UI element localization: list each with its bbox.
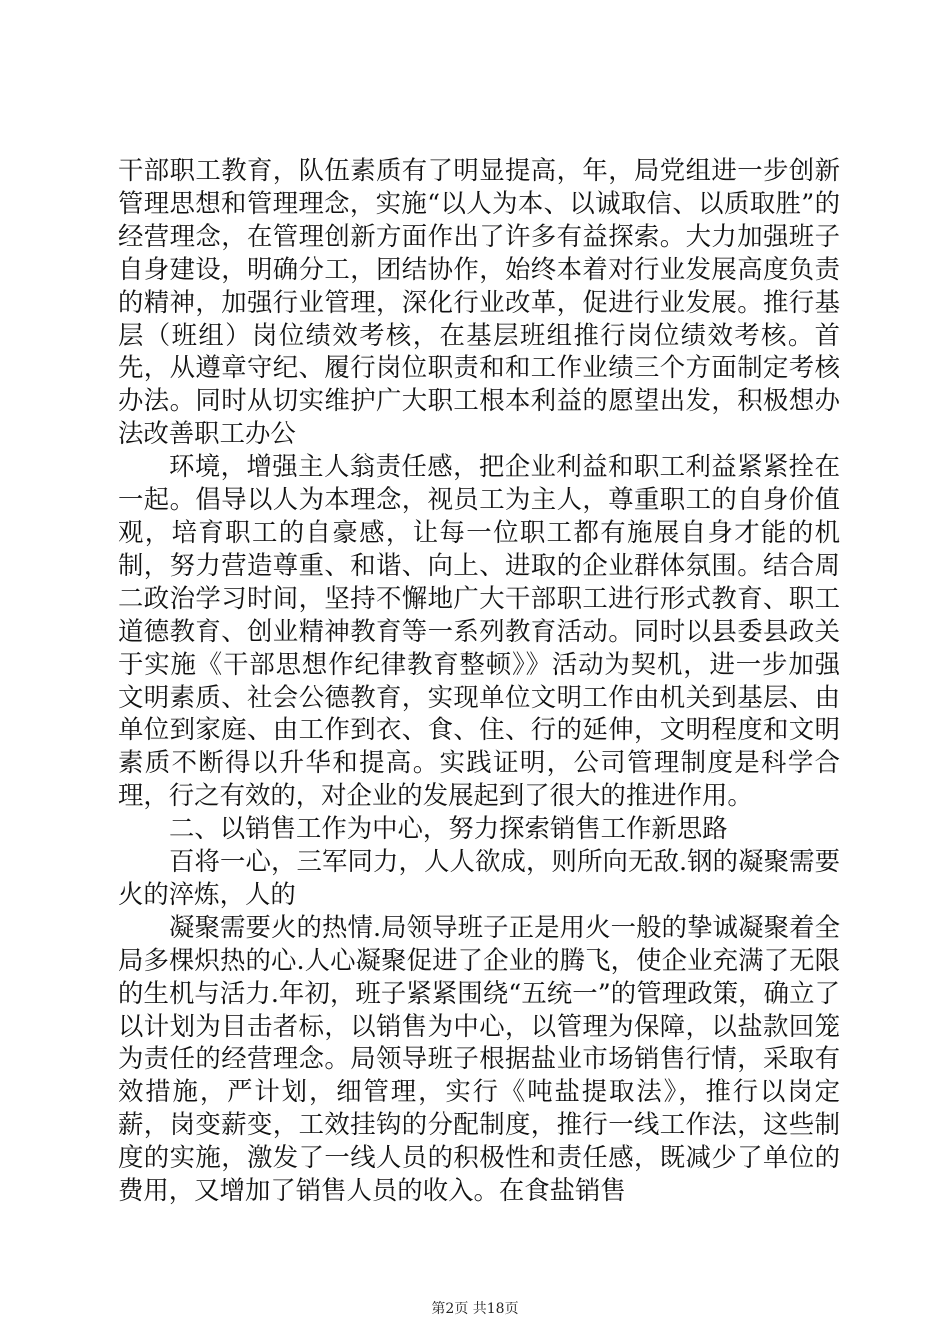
section-heading: 二、以销售工作为中心，努力探索销售工作新思路 <box>169 813 728 844</box>
paragraph-1: 干部职工教育，队伍素质有了明显提高，年，局党组进一步创新管理思想和管理理念，实施“以人为本、以诚取信、以质取胜”的经营理念，在管理创新方面作出了许多有益探索。大力加强班子自身建设，明确分工，团结协作，始终本着对行业发展高度负责的精神，加强行业管理，深化行业改革，促进行业发展。推行基层（班组）岗位绩效考核，在基层班组推行岗位绩效考核。首先，从遵章守纪、履行岗位职责和和工作业绩三个方面制定考核办法。同时从切实维护广大职工根本利益的愿望出发，积极想办法改善职工办公 <box>118 155 840 449</box>
paragraph-2: 环境，增强主人翁责任感，把企业利益和职工利益紧紧拴在一起。倡导以人为本理念，视员工为主人，尊重职工的自身价值观，培育职工的自豪感，让每一位职工都有施展自身才能的机制，努力营造尊重、和谐、向上、进取的企业群体氛围。结合周二政治学习时间，坚持不懈地广大干部职工进行形式教育、职工道德教育、创业精神教育等一系列教育活动。同时以县委县政关于实施《干部思想作纪律教育整顿》》活动为契机，进一步加强文明素质、社会公德教育，实现单位文明工作由机关到基层、由单位到家庭、由工作到衣、食、住、行的延伸，文明程度和文明素质不断得以升华和提高。实践证明，公司管理制度是科学合理，行之有效的，对企业的发展起到了很大的推进作用。 <box>118 451 840 811</box>
paragraph-3: 百将一心，三军同力，人人欲成，则所向无敌.钢的凝聚需要火的淬炼，人的 <box>118 846 840 909</box>
document-body <box>118 154 840 1207</box>
paragraph-4: 凝聚需要火的热情.局领导班子正是用火一般的挚诚凝聚着全局多棵炽热的心.人心凝聚促进了企业的腾飞，使企业充满了无限的生机与活力.年初，班子紧紧围绕“五统一”的管理政策，确立了以计划为目击者标，以销售为中心，以管理为保障，以盐款回笼为责任的经营理念。局领导班子根据盐业市场销售行情，采取有效措施，严计划，细管理，实行《吨盐提取法》，推行以岗定薪，岗变薪变，工效挂钩的分配制度，推行一线工作法，这些制度的实施，激发了一线人员的积极性和责任感，既减少了单位的费用，又增加了销售人员的收入。在食盐销售 <box>118 911 840 1206</box>
page-footer: 第2页 共18页 <box>431 1301 519 1317</box>
